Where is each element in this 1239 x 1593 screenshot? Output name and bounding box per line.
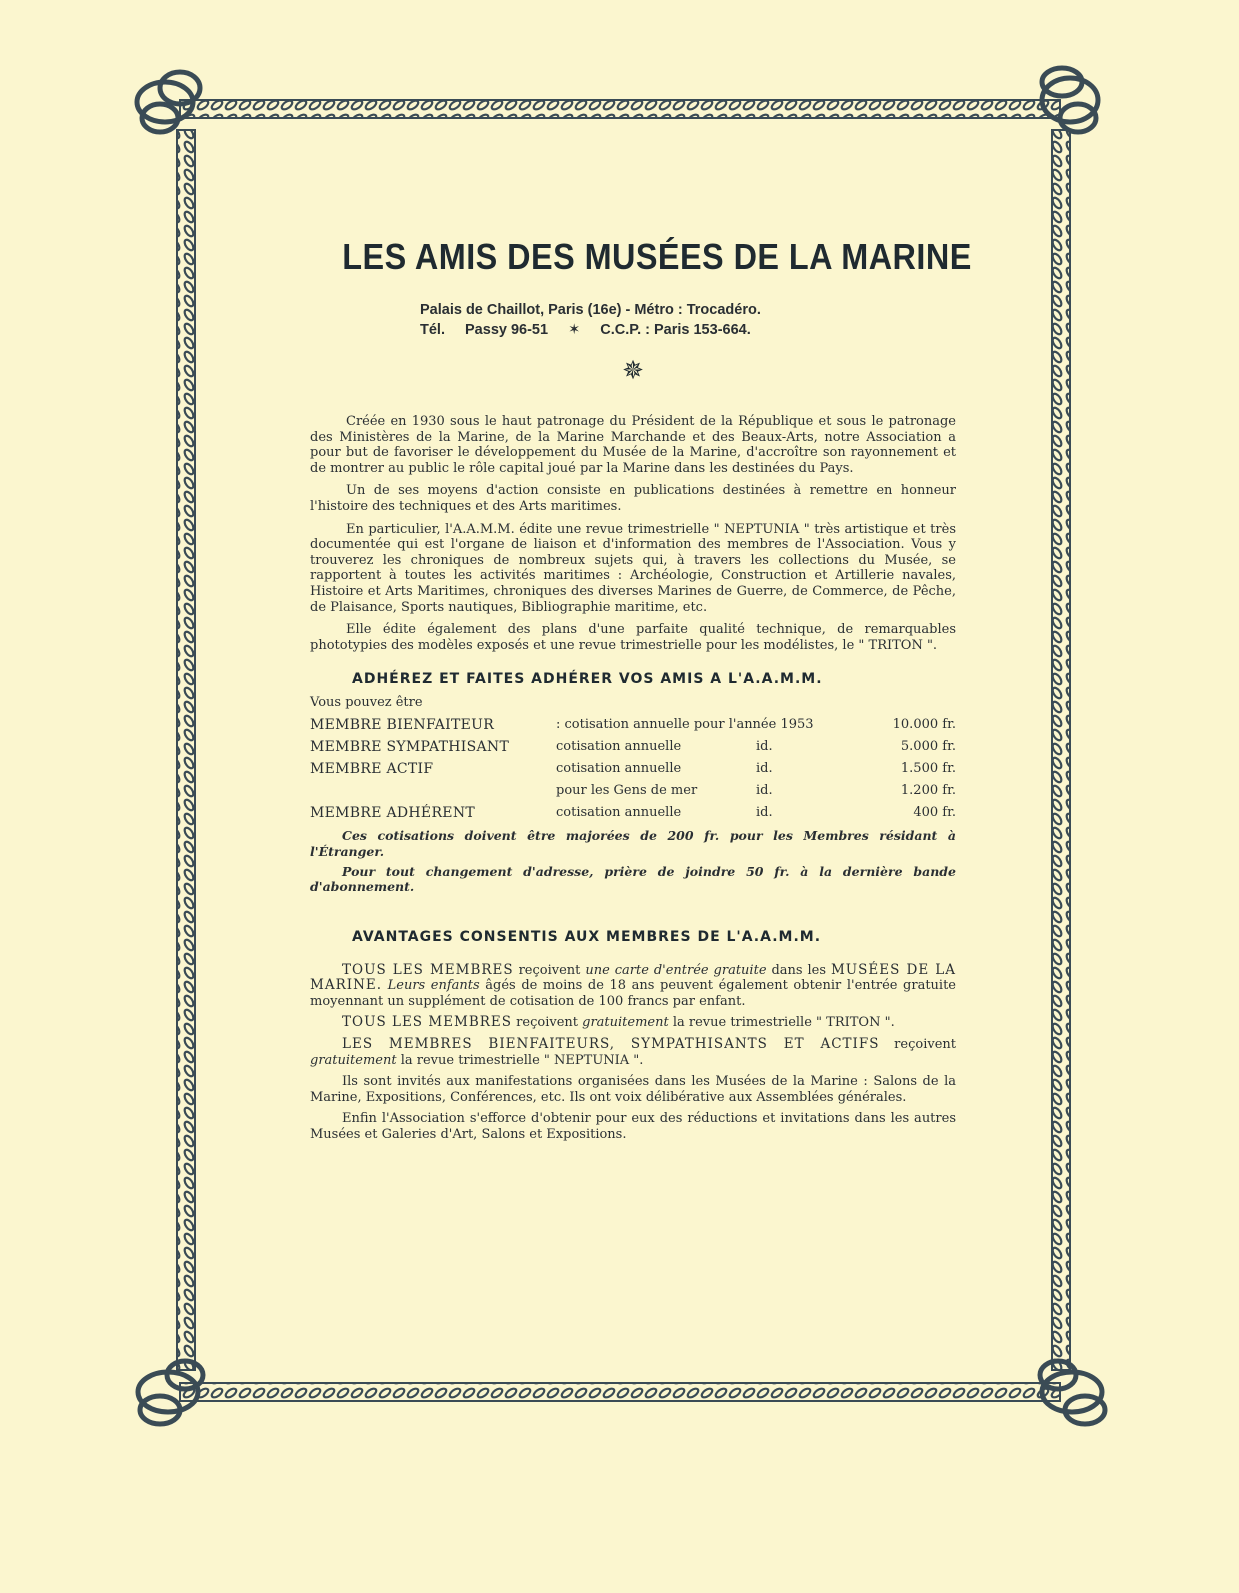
fee-description: pour les Gens de mer (556, 783, 698, 799)
address-line-1: Palais de Chaillot, Paris (16e) - Métro : Trocadéro. (420, 302, 761, 318)
advantage-paragraph (310, 1037, 956, 1068)
advantage-text: dans les (766, 962, 831, 978)
table-row (310, 802, 956, 824)
page-title: LES AMIS DES MUSÉES DE LA MARINE (342, 236, 972, 277)
fee-id: id. (756, 739, 773, 755)
address-line-2 (420, 320, 956, 340)
advantages-heading: AVANTAGES CONSENTIS AUX MEMBRES DE L'A.A.M.M. (352, 928, 822, 945)
intro-paragraph: Elle édite également des plans d'une parfaite qualité technique, de remarquables phototypies des modèles exposés et une revue trimestrielle pour les modélistes, le " TRITON ". (310, 622, 956, 653)
advantage-text: reçoivent (513, 962, 586, 978)
fee-amount: 10.000 fr. (892, 717, 956, 733)
fee-id: id. (756, 761, 773, 777)
advantage-text: reçoivent (512, 1015, 583, 1031)
rope-right (1052, 130, 1070, 1370)
fee-amount: 1.200 fr. (900, 783, 956, 799)
intro-paragraph: En particulier, l'A.A.M.M. édite une revue trimestrielle " NEPTUNIA " très artistique et très documentée qui est l'organe de liaison et d'information des membres de l'Association. Vous y trouverez les chroniques de nombreux sujets qui, à travers les collections du Musée, se rapportent à toutes les activités maritimes : Archéologie, Construction et Artillerie navales, Histoire et Arts Maritimes, chroniques des diverses Marines de Guerre, de Commerce, de Pêche, de Plaisance, Sports nautiques, Bibliographie maritime, etc. (310, 521, 956, 615)
member-type (310, 780, 550, 802)
advantage-emphasis: Leurs enfants (382, 978, 480, 994)
advantage-emphasis: gratuitement (582, 1015, 669, 1031)
fees-table (310, 714, 956, 824)
fee-amount: 1.500 fr. (900, 761, 956, 777)
intro-paragraph: Un de ses moyens d'action consiste en publications destinées à remettre en honneur l'histoire des techniques et des Arts maritimes. (310, 483, 956, 514)
rope-left (177, 130, 195, 1370)
ccp-number: C.C.P. : Paris 153-664. (600, 322, 751, 338)
address-change-note: Pour tout changement d'adresse, prière de joindre 50 fr. à la dernière bande d'abonnement. (310, 863, 956, 895)
advantage-paragraph (310, 963, 956, 1010)
intro-paragraph: Créée en 1930 sous le haut patronage du Président de la République et sous le patronage des Ministères de la Marine, de la Marine Marchande et des Beaux-Arts, notre Association a pour but de favoriser le développement du Musée de la Marine, d'accroître son rayonnement et de montrer au public le rôle capital joué par la Marine dans les destinées du Pays. (310, 414, 956, 476)
separator-star: ✶ (568, 322, 581, 338)
advantage-caps: MUSÉES DE LA MARINE. (310, 961, 956, 994)
advantage-text: la revue trimestrielle " TRITON ". (668, 1015, 895, 1031)
table-row (310, 714, 956, 736)
table-row (310, 736, 956, 758)
address-block (310, 300, 956, 340)
fee-id: id. (756, 783, 773, 799)
advantage-text: âgés de moins de 18 ans peuvent également obtenir l'entrée gratuite moyennant un supplément de cotisation de 100 francs par enfant. (310, 978, 957, 1009)
advantage-caps: TOUS LES MEMBRES (342, 1014, 513, 1031)
advantage-text: la revue trimestrielle " NEPTUNIA ". (396, 1052, 644, 1068)
star-ornament-icon: ✵ (622, 356, 644, 386)
intro-section (310, 414, 956, 653)
knot-top-left (137, 72, 200, 132)
table-row (310, 780, 956, 802)
advantage-caps: LES MEMBRES BIENFAITEURS, SYMPATHISANTS ET ACTIFS (342, 1036, 880, 1053)
membership-heading: ADHÉREZ ET FAITES ADHÉRER VOS AMIS A L'A.A.M.M. (352, 671, 823, 688)
fee-description: cotisation annuelle (556, 805, 682, 821)
advantage-caps: TOUS LES MEMBRES (342, 961, 514, 978)
member-type: MEMBRE SYMPATHISANT (310, 739, 510, 756)
surcharge-note: Ces cotisations doivent être majorées de 200 fr. pour les Membres résidant à l'Étranger. (310, 828, 956, 859)
table-row (310, 758, 956, 780)
fee-amount: 5.000 fr. (900, 739, 956, 755)
advantage-emphasis: une carte d'entrée gratuite (585, 962, 767, 978)
tel-number: Passy 96-51 (465, 322, 549, 338)
tel-label: Tél. (420, 322, 445, 338)
fee-id: id. (756, 805, 773, 821)
fee-amount: 400 fr. (913, 805, 956, 821)
rope-bottom (180, 1383, 1060, 1401)
member-type: MEMBRE ADHÉRENT (310, 805, 476, 822)
membership-lead: Vous pouvez être (310, 695, 423, 711)
rope-top (180, 100, 1060, 118)
fee-description: cotisation annuelle (556, 761, 682, 777)
advantage-paragraph: Ils sont invités aux manifestations organisées dans les Musées de la Marine : Salons de la Marine, Expositions, Conférences, etc. Ils ont voix délibérative aux Assemblées générales. (310, 1074, 956, 1105)
member-type: MEMBRE ACTIF (310, 761, 434, 778)
member-type: MEMBRE BIENFAITEUR (310, 717, 495, 734)
advantage-paragraph (310, 1015, 956, 1031)
fee-description: cotisation annuelle (556, 739, 682, 755)
advantage-paragraph: Enfin l'Association s'efforce d'obtenir pour eux des réductions et invitations dans les autres Musées et Galeries d'Art, Salons et Expositions. (310, 1111, 956, 1143)
advantage-text: reçoivent (879, 1037, 956, 1053)
content-area (310, 236, 972, 1149)
fee-description: : cotisation annuelle pour l'année 1953 (556, 717, 814, 733)
advantage-emphasis: gratuitement (310, 1052, 397, 1068)
